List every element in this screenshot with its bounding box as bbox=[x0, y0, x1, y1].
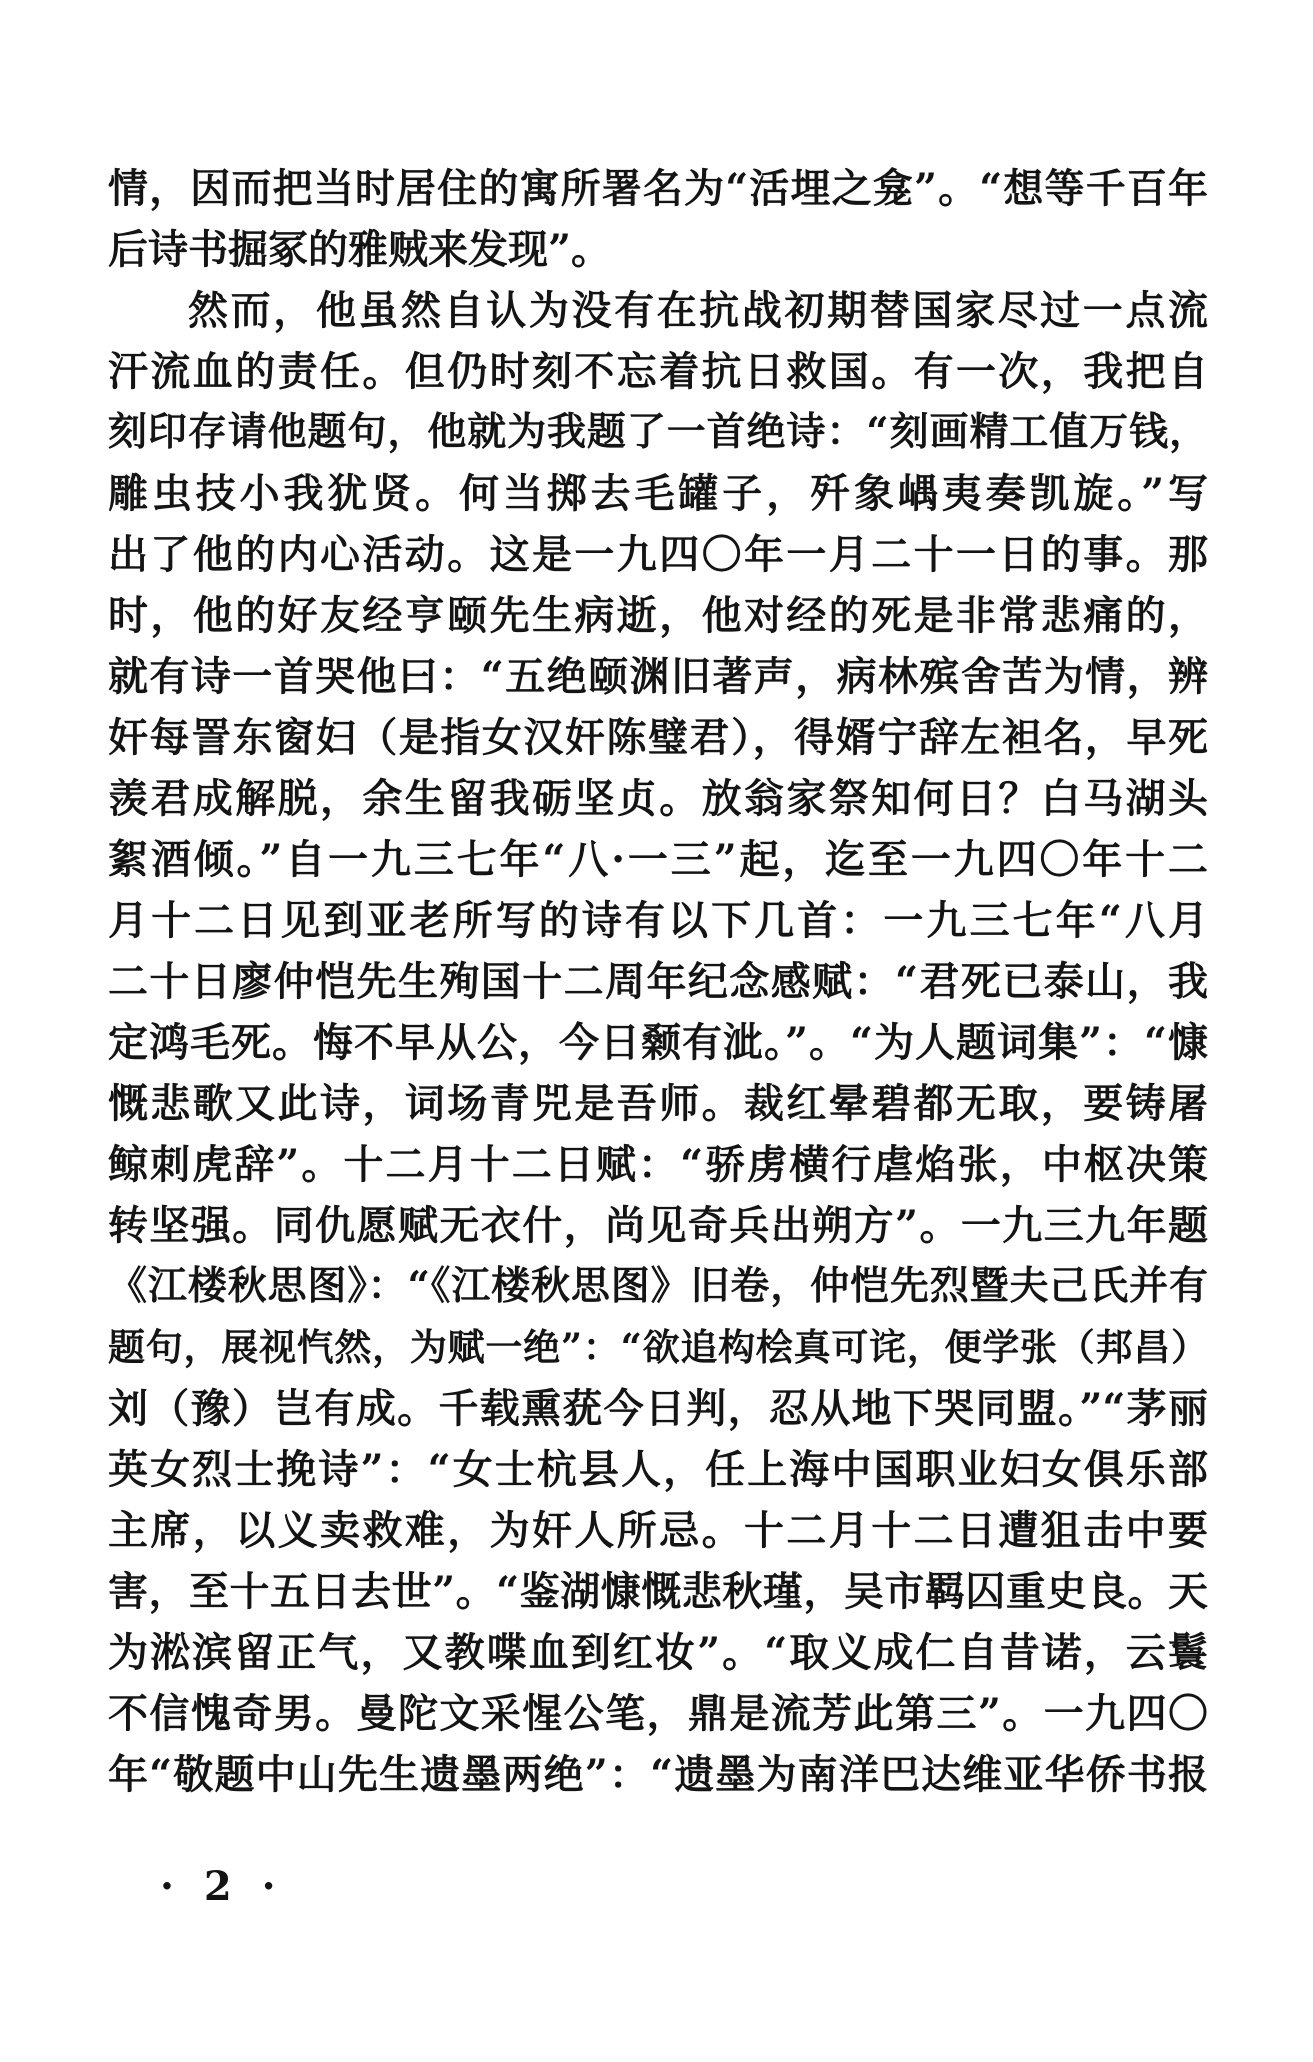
text-line: 转坚强。同仇愿赋无衣什，尚见奇兵出朔方”。一九三九年题 bbox=[108, 1202, 1208, 1249]
text-line: 时，他的好友经亨颐先生病逝，他对经的死是非常悲痛的， bbox=[108, 592, 1208, 639]
text-line: 后诗书掘冢的雅贼来发现”。 bbox=[108, 226, 612, 273]
page-number: · 2 · bbox=[160, 1863, 284, 1910]
text-line: 《江楼秋思图》：“《江楼秋思图》旧卷，仲恺先烈暨夫己氏并有 bbox=[108, 1263, 1208, 1309]
text-line: 奸每詈东窗妇（是指女汉奸陈璧君），得婿宁辞左袒名，早死 bbox=[108, 714, 1208, 761]
text-line: 英女烈士挽诗”：“女士杭县人，任上海中国职业妇女俱乐部 bbox=[108, 1446, 1208, 1493]
text-line: 羡君成解脱，余生留我砺坚贞。放翁家祭知何日？白马湖头 bbox=[108, 775, 1208, 822]
text-line: 题句，展视忾然，为赋一绝”：“欲追构桧真可诧，便学张（邦昌） bbox=[108, 1325, 1208, 1369]
text-line: 不信愧奇男。曼陀文采惺公笔，鼎是流芳此第三”。一九四〇 bbox=[108, 1690, 1208, 1737]
body-text bbox=[108, 158, 1208, 1805]
text-line: 主席，以义卖救难，为奸人所忌。十二月十二日遭狙击中要 bbox=[108, 1507, 1208, 1554]
text-line: 鲸刺虎辞”。十二月十二日赋：“骄虏横行虐焰张，中枢决策 bbox=[108, 1141, 1208, 1188]
text-line: 就有诗一首哭他曰：“五绝颐渊旧著声，病林殡舍苦为情，辨 bbox=[108, 653, 1208, 700]
text-line: 月十二日见到亚老所写的诗有以下几首：一九三七年“八月 bbox=[108, 897, 1208, 944]
text-line: 年“敬题中山先生遗墨两绝”：“遗墨为南洋巴达维亚华侨书报 bbox=[108, 1751, 1208, 1798]
paragraph-start-line: 然而，他虽然自认为没有在抗战初期替国家尽过一点流 bbox=[188, 287, 1208, 334]
text-line: 定鸿毛死。悔不早从公，今日颡有泚。”。“为人题词集”：“慷 bbox=[108, 1019, 1208, 1066]
text-line: 汗流血的责任。但仍时刻不忘着抗日救国。有一次，我把自 bbox=[108, 348, 1208, 395]
text-line: 刻印存请他题句，他就为我题了一首绝诗：“刻画精工值万钱， bbox=[108, 409, 1208, 455]
text-line: 慨悲歌又此诗，词场青兕是吾师。裁红晕碧都无取，要铸屠 bbox=[108, 1080, 1208, 1127]
text-line: 絮酒倾。”自一九三七年“八·一三”起，迄至一九四〇年十二 bbox=[108, 836, 1208, 883]
text-line: 雕虫技小我犹贤。何当掷去毛罐子，歼象嵎夷奏凯旋。”写 bbox=[108, 470, 1208, 517]
text-line: 出了他的内心活动。这是一九四〇年一月二十一日的事。那 bbox=[108, 531, 1208, 578]
text-line: 二十日廖仲恺先生殉国十二周年纪念感赋：“君死已泰山，我 bbox=[108, 958, 1208, 1005]
text-line: 情，因而把当时居住的寓所署名为“活埋之龛”。“想等千百年 bbox=[108, 165, 1208, 212]
text-line: 害，至十五日去世”。“鉴湖慷慨悲秋瑾，吴市羁囚重史良。天 bbox=[108, 1568, 1208, 1615]
text-line: 为淞滨留正气，又教喋血到红妆”。“取义成仁自昔诺，云鬟 bbox=[108, 1629, 1208, 1676]
text-line: 刘（豫）岂有成。千载熏莸今日判，忍从地下哭同盟。”“茅丽 bbox=[108, 1385, 1208, 1432]
